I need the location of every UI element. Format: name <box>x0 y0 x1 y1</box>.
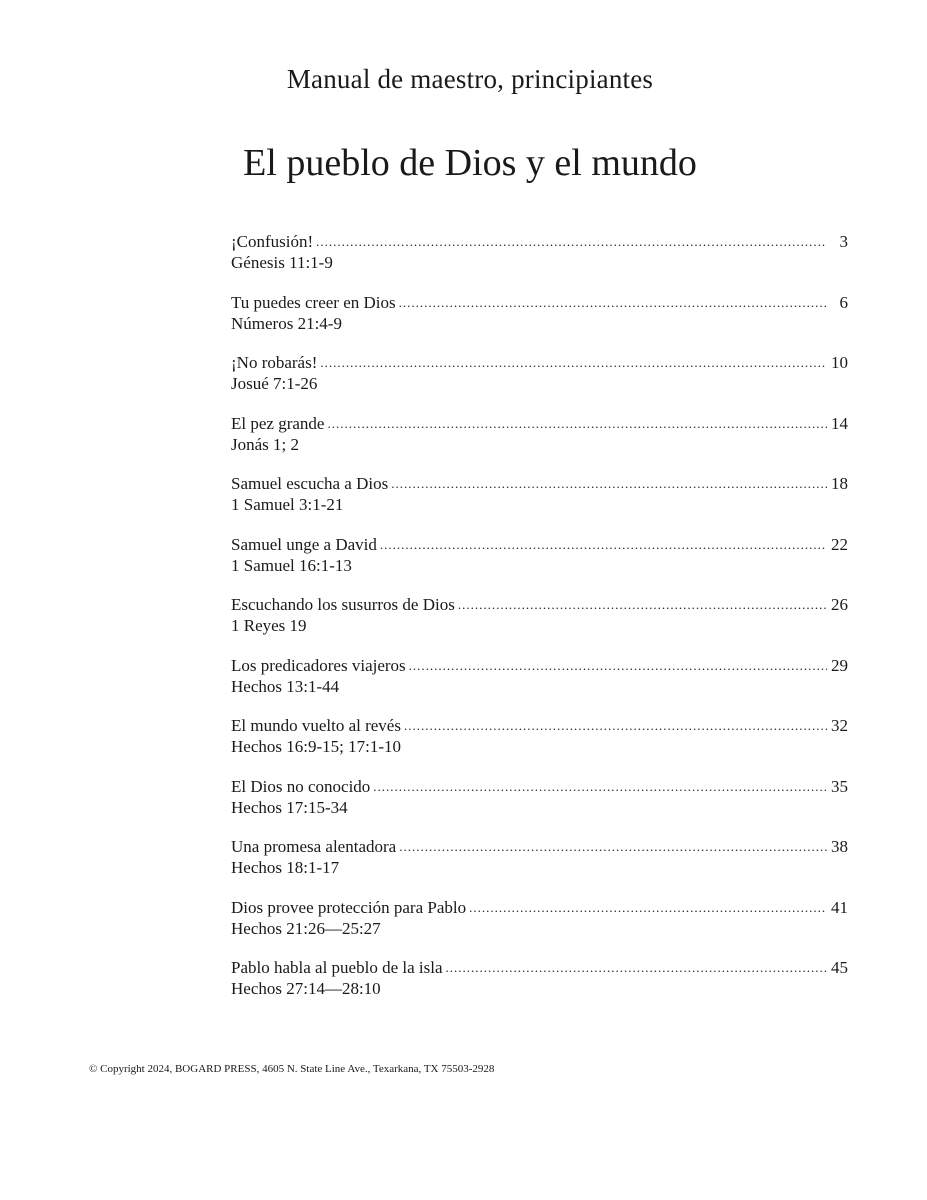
toc-lesson-title: ¡No robarás! <box>231 353 318 372</box>
toc-entry <box>231 293 848 354</box>
toc-entry-line <box>231 595 848 615</box>
dot-leader <box>380 535 827 555</box>
toc-page-number: 26 <box>831 595 848 614</box>
manual-subtitle: Manual de maestro, principiantes <box>286 64 654 94</box>
dot-leader <box>391 474 827 494</box>
toc-page-number: 45 <box>831 958 848 977</box>
toc-entry-line <box>231 777 848 797</box>
toc-page-number: 3 <box>839 232 848 251</box>
toc-entry <box>231 656 848 717</box>
toc-lesson-title: ¡Confusión! <box>231 232 314 251</box>
toc-lesson-title: Tu puedes creer en Dios <box>231 292 396 312</box>
toc-entry <box>231 777 848 838</box>
toc-entry-line <box>231 232 848 252</box>
toc-entry-line <box>231 716 848 736</box>
toc-lesson-title: Los predicadores viajeros <box>231 655 406 675</box>
toc-entry-line <box>231 293 848 313</box>
toc-page-number: 32 <box>831 716 848 735</box>
dot-leader <box>327 414 827 434</box>
dot-leader <box>458 595 827 615</box>
toc-page-number: 22 <box>831 534 848 554</box>
toc-entry-line <box>231 535 848 555</box>
toc-entry-line <box>231 656 848 676</box>
toc-page-number: 14 <box>831 413 848 433</box>
toc-page-number: 41 <box>831 897 848 917</box>
toc-lesson-title: Samuel escucha a Dios <box>231 474 389 493</box>
toc-lesson-title: Una promesa alentadora <box>231 837 397 856</box>
toc-page-number: 10 <box>831 353 848 372</box>
toc-entry <box>231 353 848 414</box>
toc-lesson-title: El mundo vuelto al revés <box>231 716 401 735</box>
page-title: El pueblo de Dios y el mundo <box>243 142 697 184</box>
dot-leader <box>469 898 827 918</box>
toc-scripture-reference: Hechos 16:9-15; 17:1-10 <box>231 737 401 756</box>
toc-entry <box>231 898 848 959</box>
toc-lesson-title: El Dios no conocido <box>231 776 371 796</box>
toc-entry-line <box>231 898 848 918</box>
toc-entry-line <box>231 353 848 373</box>
toc-entry <box>231 958 848 1019</box>
toc-lesson-title: El pez grande <box>231 413 325 433</box>
toc-entry <box>231 232 848 293</box>
dot-leader <box>316 232 827 252</box>
toc-entry <box>231 595 848 656</box>
toc-lesson-title: Pablo habla al pueblo de la isla <box>231 958 443 977</box>
toc-lesson-title: Escuchando los susurros de Dios <box>231 595 455 614</box>
toc-entry-line <box>231 958 848 978</box>
toc-scripture-reference: Hechos 18:1-17 <box>231 858 340 877</box>
table-of-contents <box>231 232 848 1019</box>
toc-page-number: 18 <box>831 474 848 493</box>
toc-lesson-title: Samuel unge a David <box>231 534 377 554</box>
toc-page-number: 35 <box>831 776 848 796</box>
toc-scripture-reference: 1 Samuel 16:1-13 <box>231 555 352 575</box>
toc-scripture-reference: Números 21:4-9 <box>231 313 342 333</box>
toc-entry <box>231 414 848 475</box>
toc-entry <box>231 474 848 535</box>
toc-entry-line <box>231 414 848 434</box>
dot-leader <box>399 837 827 857</box>
dot-leader <box>399 293 827 313</box>
toc-entry-line <box>231 837 848 857</box>
toc-scripture-reference: Hechos 27:14—28:10 <box>231 979 381 998</box>
dot-leader <box>404 716 827 736</box>
toc-page-number: 6 <box>839 292 848 312</box>
toc-page-number: 38 <box>831 837 848 856</box>
dot-leader <box>373 777 827 797</box>
toc-scripture-reference: Josué 7:1-26 <box>231 374 318 393</box>
toc-entry <box>231 535 848 596</box>
dot-leader <box>446 958 828 978</box>
dot-leader <box>409 656 827 676</box>
toc-scripture-reference: Hechos 13:1-44 <box>231 676 340 696</box>
toc-entry <box>231 837 848 898</box>
toc-scripture-reference: Jonás 1; 2 <box>231 434 299 454</box>
dot-leader <box>320 353 827 373</box>
toc-scripture-reference: Hechos 17:15-34 <box>231 797 348 817</box>
toc-scripture-reference: 1 Samuel 3:1-21 <box>231 495 344 514</box>
toc-entry <box>231 716 848 777</box>
toc-lesson-title: Dios provee protección para Pablo <box>231 897 467 917</box>
toc-entry-line <box>231 474 848 494</box>
toc-scripture-reference: 1 Reyes 19 <box>231 616 307 635</box>
toc-scripture-reference: Génesis 11:1-9 <box>231 253 333 272</box>
toc-page-number: 29 <box>831 655 848 675</box>
copyright-notice: © Copyright 2024, BOGARD PRESS, 4605 N. State Line Ave., Texarkana, TX 75503-2928 <box>89 1063 495 1075</box>
toc-scripture-reference: Hechos 21:26—25:27 <box>231 918 381 938</box>
